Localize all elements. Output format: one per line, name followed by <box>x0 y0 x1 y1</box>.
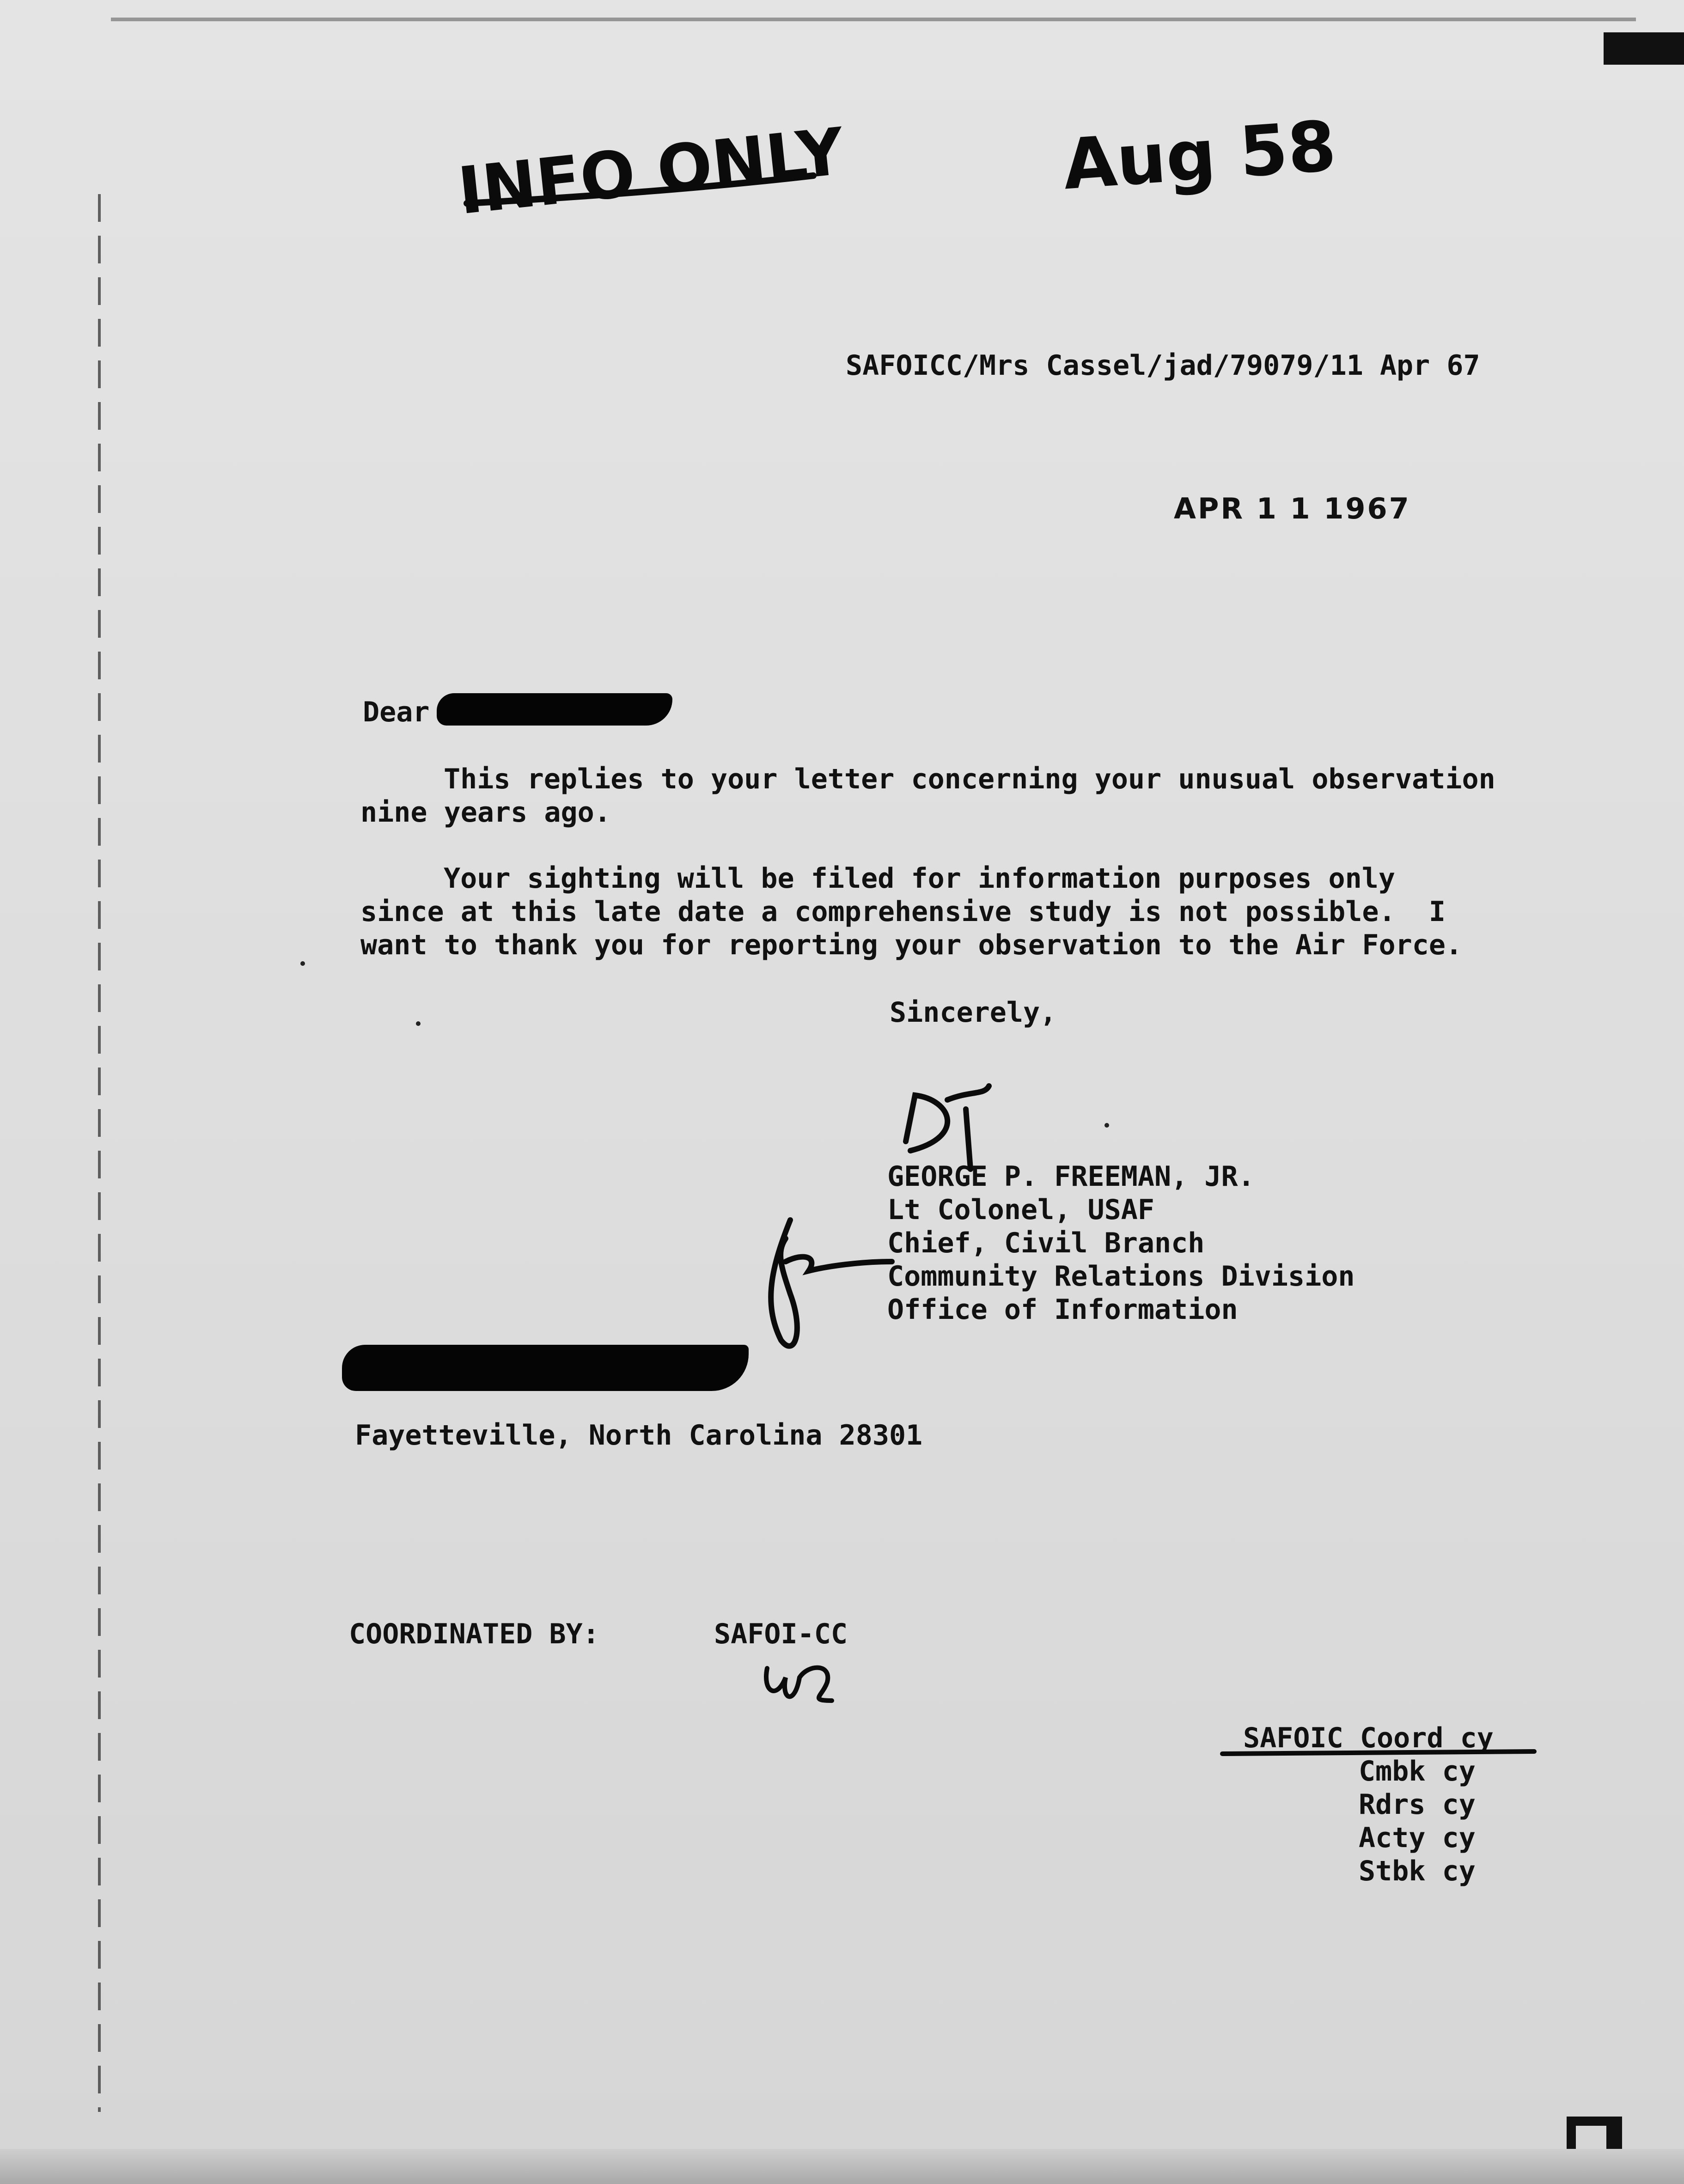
date-stamp: APR 1 1 1967 <box>1174 492 1411 525</box>
signatory-name: GEORGE P. FREEMAN, JR. <box>887 1160 1255 1193</box>
scan-edge-left <box>98 194 101 2112</box>
distribution-item: Rdrs cy <box>1359 1788 1476 1821</box>
signatory-title: Chief, Civil Branch <box>887 1227 1205 1259</box>
scan-edge-top <box>111 18 1636 21</box>
closing: Sincerely, <box>890 996 1057 1029</box>
coordination-initials-mark <box>758 1650 850 1710</box>
body-paragraph-1-line-1: This replies to your letter concerning your unusual observation <box>444 763 1495 795</box>
signatory-rank: Lt Colonel, USAF <box>887 1194 1154 1226</box>
coordinated-by-label: COORDINATED BY: <box>349 1618 599 1650</box>
scan-bottom-shadow <box>0 2149 1684 2184</box>
distribution-item: Cmbk cy <box>1359 1755 1476 1787</box>
scan-fleck <box>416 1021 421 1026</box>
handwritten-info-only: INFO ONLY <box>454 114 848 230</box>
address-city-line: Fayetteville, North Carolina 28301 <box>355 1419 923 1452</box>
signatory-office: Office of Information <box>887 1293 1238 1326</box>
signature-for-mark <box>753 1211 901 1363</box>
body-paragraph-2-line-2: since at this late date a comprehensive study is not possible. I <box>360 896 1446 928</box>
handwritten-underline <box>462 148 832 222</box>
distribution-item: SAFOIC Coord cy <box>1243 1722 1494 1754</box>
distribution-item: Acty cy <box>1359 1822 1476 1854</box>
coordinated-by-office: SAFOI-CC <box>714 1618 848 1650</box>
body-paragraph-2-line-1: Your sighting will be filed for information purposes only <box>444 862 1396 895</box>
body-paragraph-2-line-3: want to thank you for reporting your observation to the Air Force. <box>360 929 1463 961</box>
scan-fleck <box>300 961 305 966</box>
handwritten-date-note: Aug 58 <box>1060 106 1339 206</box>
redaction-recipient-address <box>342 1345 749 1391</box>
redaction-recipient-name <box>437 693 672 726</box>
scan-corner-mark-top-right <box>1604 32 1684 65</box>
scan-fleck <box>1104 1123 1109 1128</box>
salutation: Dear <box>363 696 430 728</box>
reference-line: SAFOICC/Mrs Cassel/jad/79079/11 Apr 67 <box>846 349 1480 382</box>
body-paragraph-1-line-2: nine years ago. <box>360 796 611 829</box>
distribution-item: Stbk cy <box>1359 1855 1476 1887</box>
signatory-division: Community Relations Division <box>887 1260 1355 1293</box>
